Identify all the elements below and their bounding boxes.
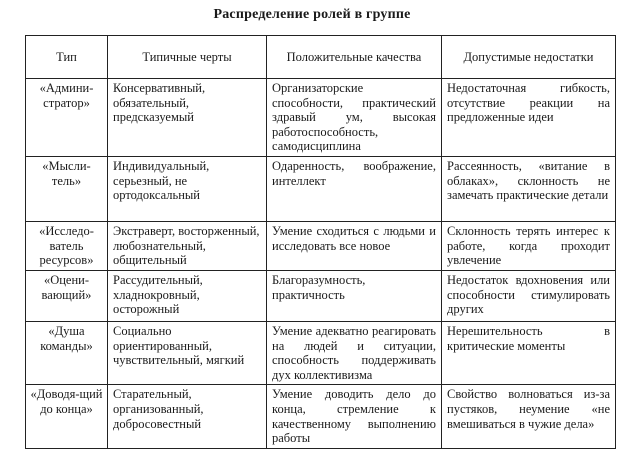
cell-type: «Исследо-ватель ресурсов»: [26, 221, 108, 270]
cell-negative: Склонность терять интерес к работе, когда проходит увлечение: [442, 221, 616, 270]
table-row: [26, 156, 616, 221]
cell-type: «Доводя-щий до конца»: [26, 385, 108, 448]
cell-positive: Умение сходиться с людьми и исследовать все новое: [267, 221, 442, 270]
cell-positive: Умение доводить дело до конца, стремление к качественному выполнению работы: [267, 385, 442, 448]
cell-traits: Старательный, организованный, добросовестный: [108, 385, 267, 448]
cell-traits: Экстраверт, восторженный, любознательный, общительный: [108, 221, 267, 270]
cell-positive: Одаренность, воображение, интеллект: [267, 156, 442, 221]
cell-type: «Душа команды»: [26, 321, 108, 384]
cell-negative: Свойство волноваться из-за пустяков, неумение «не вмешиваться в чужие дела»: [442, 385, 616, 448]
cell-type: «Мысли-тель»: [26, 156, 108, 221]
cell-negative: Рассеянность, «витание в облаках», склонность не замечать практические детали: [442, 156, 616, 221]
header-row: [26, 36, 616, 79]
header-positive: Положительные качества: [267, 36, 442, 79]
cell-traits: Социально ориентированный, чувствительный, мягкий: [108, 321, 267, 384]
cell-positive: Организаторские способности, практический здравый ум, высокая работоспособность, самодисциплина: [267, 79, 442, 157]
cell-type: «Админи-стратор»: [26, 79, 108, 157]
cell-negative: Недостаток вдохновения или способности стимулировать других: [442, 270, 616, 321]
header-type: Тип: [26, 36, 108, 79]
header-traits: Типичные черты: [108, 36, 267, 79]
cell-negative: Недостаточная гибкость, отсутствие реакции на предложенные идеи: [442, 79, 616, 157]
cell-traits: Индивидуальный, серьезный, не ортодоксальный: [108, 156, 267, 221]
cell-traits: Консервативный, обязательный, предсказуемый: [108, 79, 267, 157]
cell-positive: Благоразумность, практичность: [267, 270, 442, 321]
header-negative: Допустимые недостатки: [442, 36, 616, 79]
cell-negative: Нерешительность в критические моменты: [442, 321, 616, 384]
table-row: [26, 385, 616, 448]
table-row: [26, 270, 616, 321]
cell-type: «Оцени-вающий»: [26, 270, 108, 321]
table-title: Распределение ролей в группе: [213, 7, 411, 22]
roles-table: [25, 35, 616, 449]
table-row: [26, 79, 616, 157]
cell-traits: Рассудительный, хладнокровный, осторожный: [108, 270, 267, 321]
table-row: [26, 321, 616, 384]
table-row: [26, 221, 616, 270]
cell-positive: Умение адекватно реагировать на людей и ситуации, способность поддерживать дух коллективизма: [267, 321, 442, 384]
